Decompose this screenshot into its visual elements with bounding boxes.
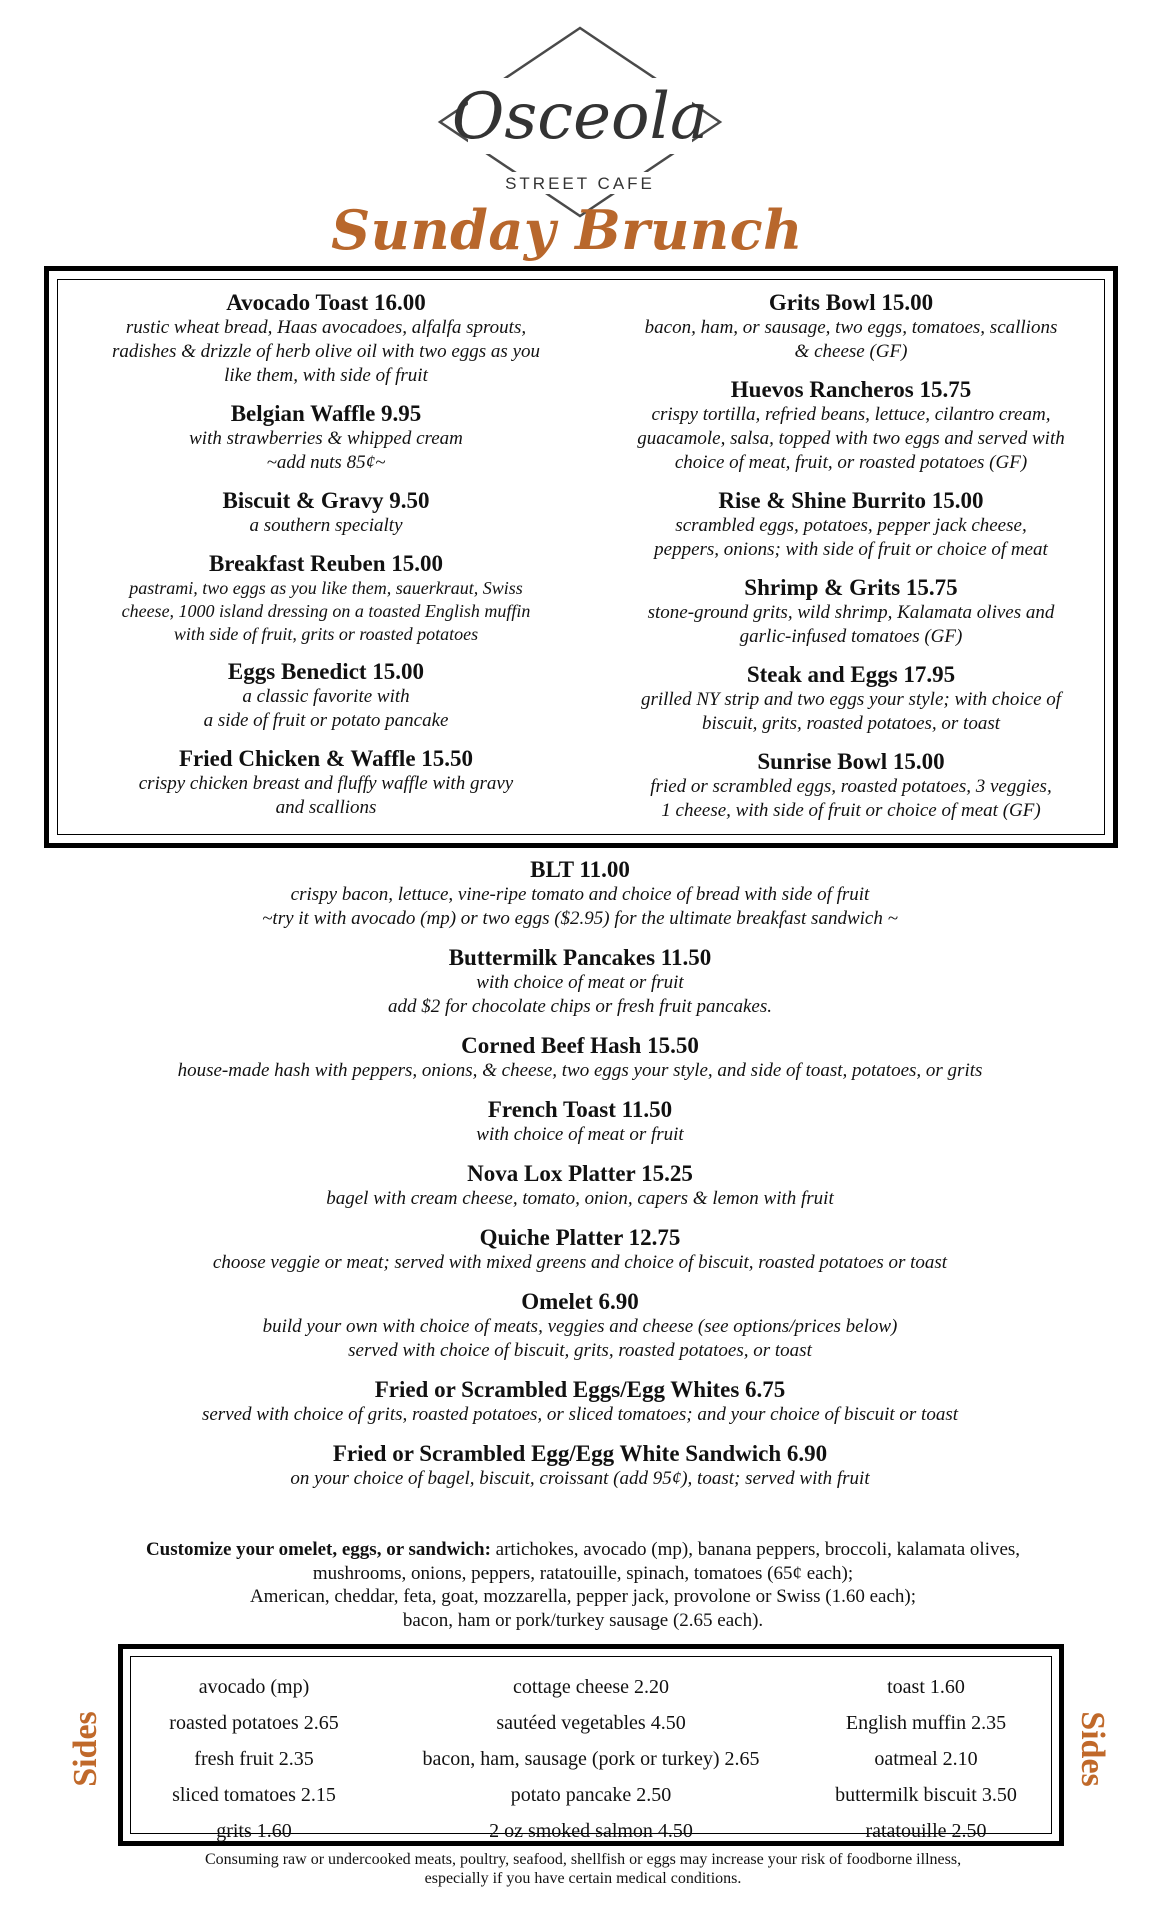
menu-item: [596, 289, 1106, 364]
side-item: roasted potatoes 2.65: [169, 1712, 339, 1734]
menu-item: [596, 748, 1106, 823]
side-item: ratatouille 2.50: [865, 1820, 987, 1842]
menu-item-name: Huevos Rancheros 15.75: [730, 377, 972, 402]
featured-right-column: [596, 289, 1106, 835]
side-item: bacon, ham, sausage (pork or turkey) 2.65: [422, 1748, 760, 1770]
menu-item-description: a southern specialty: [249, 515, 403, 536]
menu-item: [66, 658, 586, 733]
featured-box-inner: [57, 279, 1105, 835]
menu-item: [40, 856, 1120, 931]
page-title: Sunday Brunch: [331, 198, 803, 262]
menu-item-description: served with choice of grits, roasted potatoes, or sliced tomatoes; and your choice of biscuit or toast: [201, 1404, 959, 1425]
menu-item-description: with choice of meat or fruit: [476, 972, 684, 993]
menu-item: [40, 1032, 1120, 1083]
side-item: fresh fruit 2.35: [194, 1748, 314, 1770]
menu-item: [596, 574, 1106, 649]
side-item: 2 oz smoked salmon 4.50: [489, 1820, 693, 1842]
sides-column-1: [139, 1669, 369, 1849]
menu-item: [66, 550, 586, 646]
side-item: sliced tomatoes 2.15: [172, 1784, 336, 1806]
menu-item-description: scrambled eggs, potatoes, pepper jack cheese,: [675, 515, 1027, 536]
menu-item-name: Quiche Platter 12.75: [479, 1225, 681, 1250]
menu-item-name: French Toast 11.50: [487, 1097, 673, 1122]
sides-box: [118, 1644, 1064, 1846]
side-item: potato pancake 2.50: [510, 1784, 672, 1806]
menu-item-description: cheese, 1000 island dressing on a toasted English muffin: [121, 601, 531, 621]
menu-item: [40, 1160, 1120, 1211]
menu-item-name: BLT 11.00: [530, 857, 630, 882]
menu-item-name: Steak and Eggs 17.95: [746, 662, 956, 687]
menu-item-name: Rise & Shine Burrito 15.00: [718, 488, 984, 513]
featured-box: [44, 266, 1118, 848]
menu-item-description: ~add nuts 85¢~: [266, 452, 386, 473]
menu-item-name: Biscuit & Gravy 9.50: [222, 488, 430, 513]
menu-item-name: Corned Beef Hash 15.50: [461, 1033, 699, 1058]
customize-line2: mushrooms, onions, peppers, ratatouille, spinach, tomatoes (65¢ each);: [312, 1562, 854, 1584]
menu-item-description: and scallions: [275, 797, 377, 818]
sides-column-3: [811, 1669, 1041, 1849]
menu-item: [66, 289, 586, 388]
featured-left-column: [66, 289, 586, 832]
side-item: oatmeal 2.10: [874, 1748, 978, 1770]
menu-item-description: on your choice of bagel, biscuit, croissant (add 95¢), toast; served with fruit: [290, 1468, 870, 1489]
menu-item-name: Belgian Waffle 9.95: [230, 401, 422, 426]
menu-item-name: Grits Bowl 15.00: [768, 290, 934, 315]
menu-item-description: a classic favorite with: [242, 686, 410, 707]
menu-item: [40, 1376, 1120, 1427]
sides-box-inner: [130, 1656, 1052, 1842]
menu-item-name: Fried or Scrambled Egg/Egg White Sandwich 6.90: [332, 1441, 828, 1466]
menu-item: [596, 376, 1106, 475]
menu-item-description: radishes & drizzle of herb olive oil with two eggs as you: [111, 341, 541, 362]
menu-item: [40, 1224, 1120, 1275]
menu-item-name: Avocado Toast 16.00: [226, 290, 426, 315]
menu-item: [596, 487, 1106, 562]
menu-item-description: fried or scrambled eggs, roasted potatoes, 3 veggies,: [650, 776, 1052, 797]
diamond-logo-icon: [430, 26, 730, 226]
menu-item: [40, 944, 1120, 1019]
menu-item: [66, 487, 586, 538]
menu-item-description: peppers, onions; with side of fruit or choice of meat: [654, 539, 1048, 560]
menu-item-description: garlic-infused tomatoes (GF): [739, 626, 963, 647]
side-item: cottage cheese 2.20: [512, 1676, 670, 1698]
disclaimer-line: especially if you have certain medical conditions.: [424, 1870, 742, 1887]
brand-logo: [430, 26, 730, 226]
menu-item-description: a side of fruit or potato pancake: [203, 710, 449, 731]
menu-item-description: add $2 for chocolate chips or fresh fruit pancakes.: [388, 996, 772, 1017]
brand-name: Osceola: [451, 80, 709, 154]
menu-item-description: with side of fruit, grits or roasted potatoes: [173, 624, 479, 644]
menu-item: [66, 400, 586, 475]
sides-label-left: Sides: [67, 1711, 104, 1787]
menu-item-description: like them, with side of fruit: [224, 365, 428, 386]
menu-item-description: rustic wheat bread, Haas avocadoes, alfalfa sprouts,: [125, 317, 527, 338]
menu-item-name: Eggs Benedict 15.00: [227, 659, 425, 684]
menu-item-name: Fried Chicken & Waffle 15.50: [178, 746, 474, 771]
customize-line3: American, cheddar, feta, goat, mozzarella, pepper jack, provolone or Swiss (1.60 each);: [249, 1586, 917, 1607]
center-menu-list: [40, 856, 1120, 1504]
menu-item-description: & cheese (GF): [794, 341, 908, 362]
menu-item-name: Nova Lox Platter 15.25: [467, 1161, 693, 1186]
sides-label-right: Sides: [1074, 1711, 1111, 1787]
menu-item-description: with choice of meat or fruit: [476, 1124, 684, 1145]
menu-item-name: Fried or Scrambled Eggs/Egg Whites 6.75: [374, 1377, 786, 1402]
side-item: sautéed vegetables 4.50: [496, 1712, 686, 1734]
menu-item-description: 1 cheese, with side of fruit or choice of meat (GF): [661, 800, 1041, 821]
menu-item-description: build your own with choice of meats, veggies and cheese (see options/prices below): [262, 1316, 898, 1337]
menu-item-name: Omelet 6.90: [521, 1289, 639, 1314]
menu-item-description: choice of meat, fruit, or roasted potatoes (GF): [674, 452, 1028, 473]
menu-item-description: crispy bacon, lettuce, vine-ripe tomato and choice of bread with side of fruit: [290, 884, 870, 905]
menu-item-description: crispy chicken breast and fluffy waffle with gravy: [138, 773, 514, 794]
disclaimer: [40, 1850, 1126, 1888]
brand-tagline: STREET CAFE: [505, 174, 655, 193]
customize-line4: bacon, ham or pork/turkey sausage (2.65 each).: [402, 1609, 764, 1631]
customize-section: [36, 1538, 1130, 1632]
menu-item-description: crispy tortilla, refried beans, lettuce, cilantro cream,: [651, 404, 1051, 425]
menu-item-description: served with choice of biscuit, grits, roasted potatoes, or toast: [348, 1340, 812, 1361]
menu-item: [40, 1096, 1120, 1147]
menu-item-description: house-made hash with peppers, onions, & cheese, two eggs your style, and side of toast, potatoes, or grits: [177, 1060, 983, 1081]
side-item: English muffin 2.35: [845, 1712, 1007, 1734]
side-item: avocado (mp): [198, 1676, 310, 1698]
menu-item: [66, 745, 586, 820]
menu-item-description: pastrami, two eggs as you like them, sauerkraut, Swiss: [129, 578, 523, 598]
menu-item-name: Breakfast Reuben 15.00: [208, 551, 444, 576]
menu-item-description: ~try it with avocado (mp) or two eggs ($2.95) for the ultimate breakfast sandwich ~: [262, 908, 898, 929]
menu-item-description: biscuit, grits, roasted potatoes, or toast: [701, 713, 1001, 734]
menu-item-description: stone-ground grits, wild shrimp, Kalamata olives and: [647, 602, 1055, 623]
menu-item-description: with strawberries & whipped cream: [189, 428, 463, 449]
menu-item-name: Sunrise Bowl 15.00: [757, 749, 945, 774]
side-item: toast 1.60: [887, 1676, 965, 1698]
menu-item-description: choose veggie or meat; served with mixed greens and choice of biscuit, roasted potatoes or toast: [212, 1252, 948, 1273]
menu-item: [40, 1440, 1120, 1491]
disclaimer-line: Consuming raw or undercooked meats, poultry, seafood, shellfish or eggs may increase your risk of foodborne illness,: [204, 1851, 962, 1868]
side-item: grits 1.60: [216, 1820, 292, 1842]
menu-item: [596, 661, 1106, 736]
sides-column-2: [391, 1669, 791, 1849]
menu-item-description: bagel with cream cheese, tomato, onion, capers & lemon with fruit: [326, 1188, 834, 1209]
customize-label: Customize your omelet, eggs, or sandwich:: [145, 1539, 491, 1560]
menu-item-name: Shrimp & Grits 15.75: [744, 575, 958, 600]
menu-item-description: bacon, ham, or sausage, two eggs, tomatoes, scallions: [644, 317, 1058, 338]
menu-item-name: Buttermilk Pancakes 11.50: [448, 945, 712, 970]
customize-line1: artichokes, avocado (mp), banana peppers, broccoli, kalamata olives,: [490, 1539, 1021, 1560]
menu-item: [40, 1288, 1120, 1363]
menu-item-description: grilled NY strip and two eggs your style; with choice of: [640, 689, 1062, 710]
side-item: buttermilk biscuit 3.50: [835, 1784, 1017, 1806]
menu-item-description: guacamole, salsa, topped with two eggs and served with: [637, 428, 1065, 449]
